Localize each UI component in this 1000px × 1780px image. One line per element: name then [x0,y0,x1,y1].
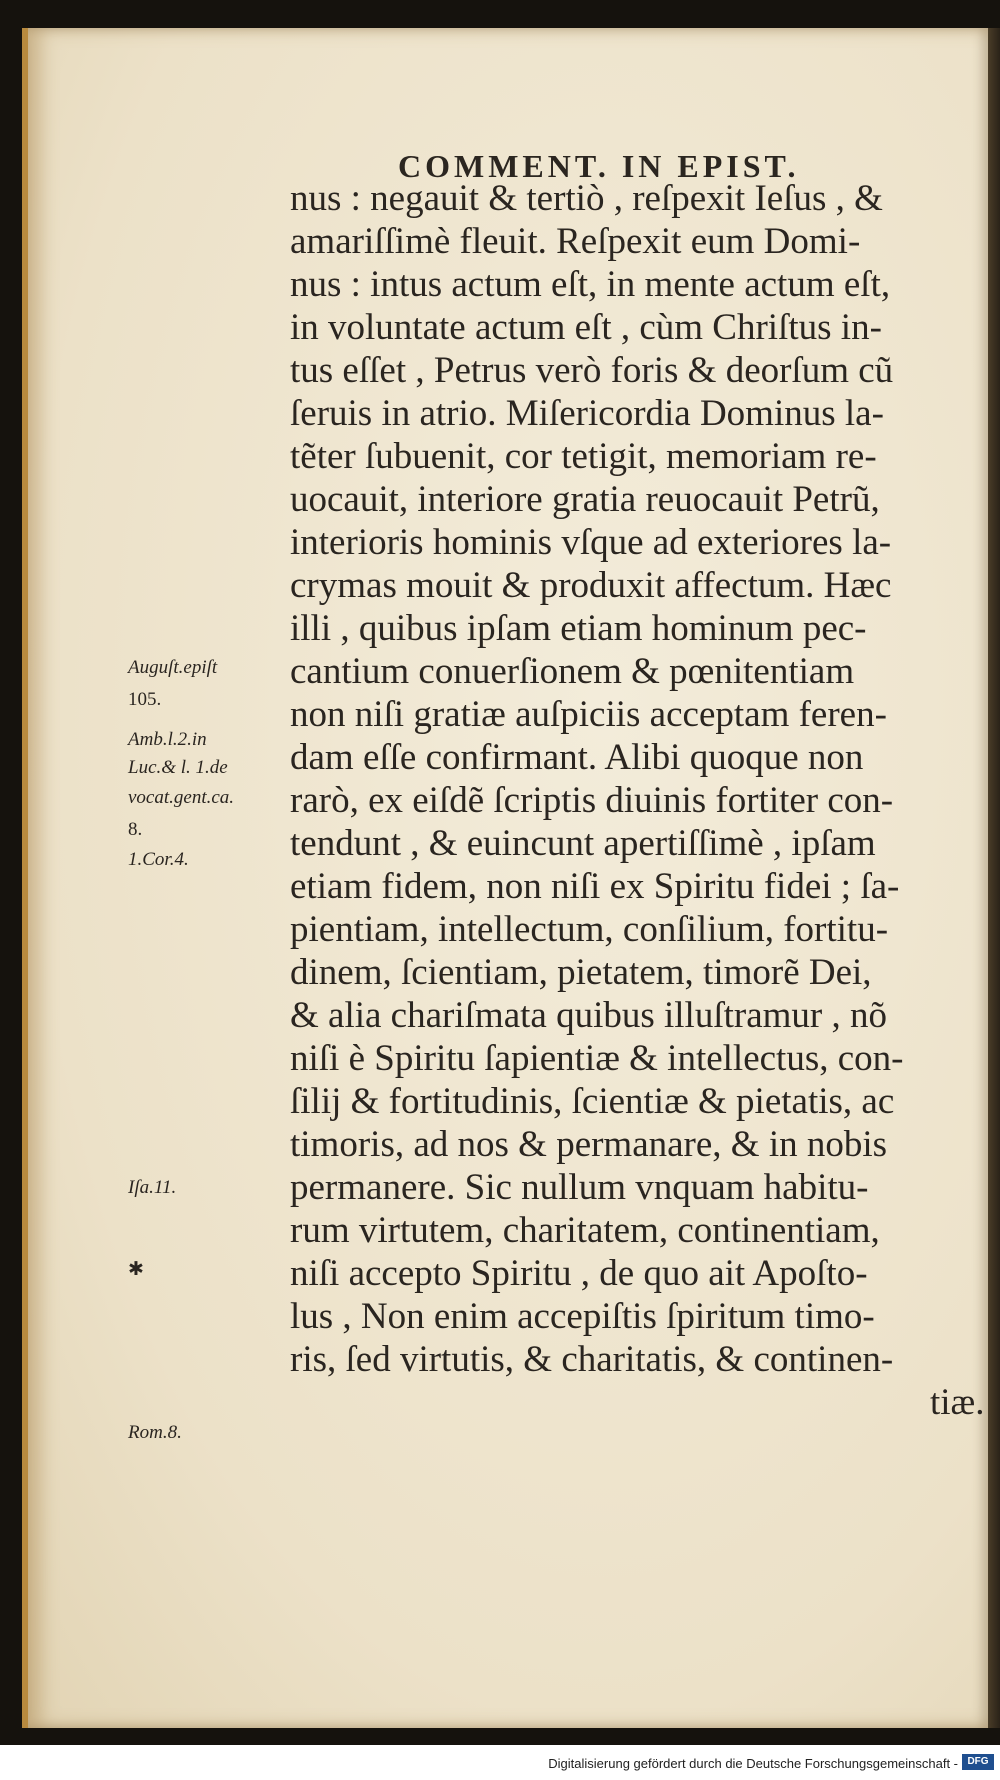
text-line: dam eſſe confirmant. Alibi quoque non [290,737,864,778]
margin-note: 105. [128,689,162,710]
running-header: COMMENT. IN EPIST. [398,148,800,184]
text-line: uocauit, interiore gratia reuocauit Petrũ, [290,479,880,520]
text-line-last: tiæ. [930,1382,985,1423]
text-line: crymas mouit & produxit affectum. Hæc [290,565,892,606]
text-line: nus : intus actum eſt, in mente actum eſt, [290,264,891,305]
margin-note: Luc.& l. 1.de [128,757,228,778]
text-line: dinem, ſcientiam, pietatem, timorẽ Dei, [290,952,872,993]
text-line: ſilij & fortitudinis, ſcientiæ & pietatis, ac [290,1081,895,1122]
text-line: etiam fidem, non niſi ex Spiritu fidei ; ſa- [290,866,900,907]
text-line: cantium conuerſionem & pœnitentiam [290,651,855,692]
margin-note: vocat.gent.ca. [128,787,235,808]
margin-note: ✱ [128,1259,144,1280]
text-line: niſi accepto Spiritu , de quo ait Apoſto- [290,1253,868,1294]
margin-note: 8. [128,819,143,840]
text-line: timoris, ad nos & permanare, & in nobis [290,1124,888,1165]
text-line: rum virtutem, charitatem, continentiam, [290,1210,880,1251]
text-line: illi , quibus ipſam etiam hominum pec- [290,608,867,649]
text-line: in voluntate actum eſt , cùm Chriſtus in- [290,307,882,348]
margin-note: Amb.l.2.in [128,729,207,750]
margin-note: 1.Cor.4. [128,849,189,870]
text-line: pientiam, intellectum, conſilium, fortitu- [290,909,889,950]
margin-note: Iſa.11. [128,1177,177,1198]
text-line: amariſſimè fleuit. Reſpexit eum Domi- [290,221,861,262]
text-line: interioris hominis vſque ad exteriores la- [290,522,892,563]
book-page [22,28,988,1728]
footer-bar [0,1745,1000,1780]
dfg-logo: DFG [962,1754,994,1770]
text-line: tẽter ſubuenit, cor tetigit, memoriam re- [290,436,877,477]
margin-note: Auguſt.epiſt [128,657,218,678]
text-line: permanere. Sic nullum vnquam habitu- [290,1167,869,1208]
text-line: & alia chariſmata quibus illuſtramur , nõ [290,995,887,1036]
text-line: niſi è Spiritu ſapientiæ & intellectus, con- [290,1038,904,1079]
text-line: tus eſſet , Petrus verò foris & deorſum cũ [290,350,894,391]
text-line: tendunt , & euincunt apertiſſimè , ipſam [290,823,876,864]
text-line: ſeruis in atrio. Miſericordia Dominus la- [290,393,884,434]
text-line: lus , Non enim accepiſtis ſpiritum timo- [290,1296,875,1337]
text-line: ris, ſed virtutis, & charitatis, & continen- [290,1339,894,1380]
margin-note: Rom.8. [128,1422,182,1443]
text-line: rarò, ex eiſdẽ ſcriptis diuinis fortiter con- [290,780,894,821]
funding-credit: Digitalisierung gefördert durch die Deutsche Forschungsgemeinschaft - [548,1756,958,1771]
text-line: nus : negauit & tertiò , reſpexit Ieſus , & [290,178,883,219]
text-line: non niſi gratiæ auſpiciis acceptam feren- [290,694,887,735]
